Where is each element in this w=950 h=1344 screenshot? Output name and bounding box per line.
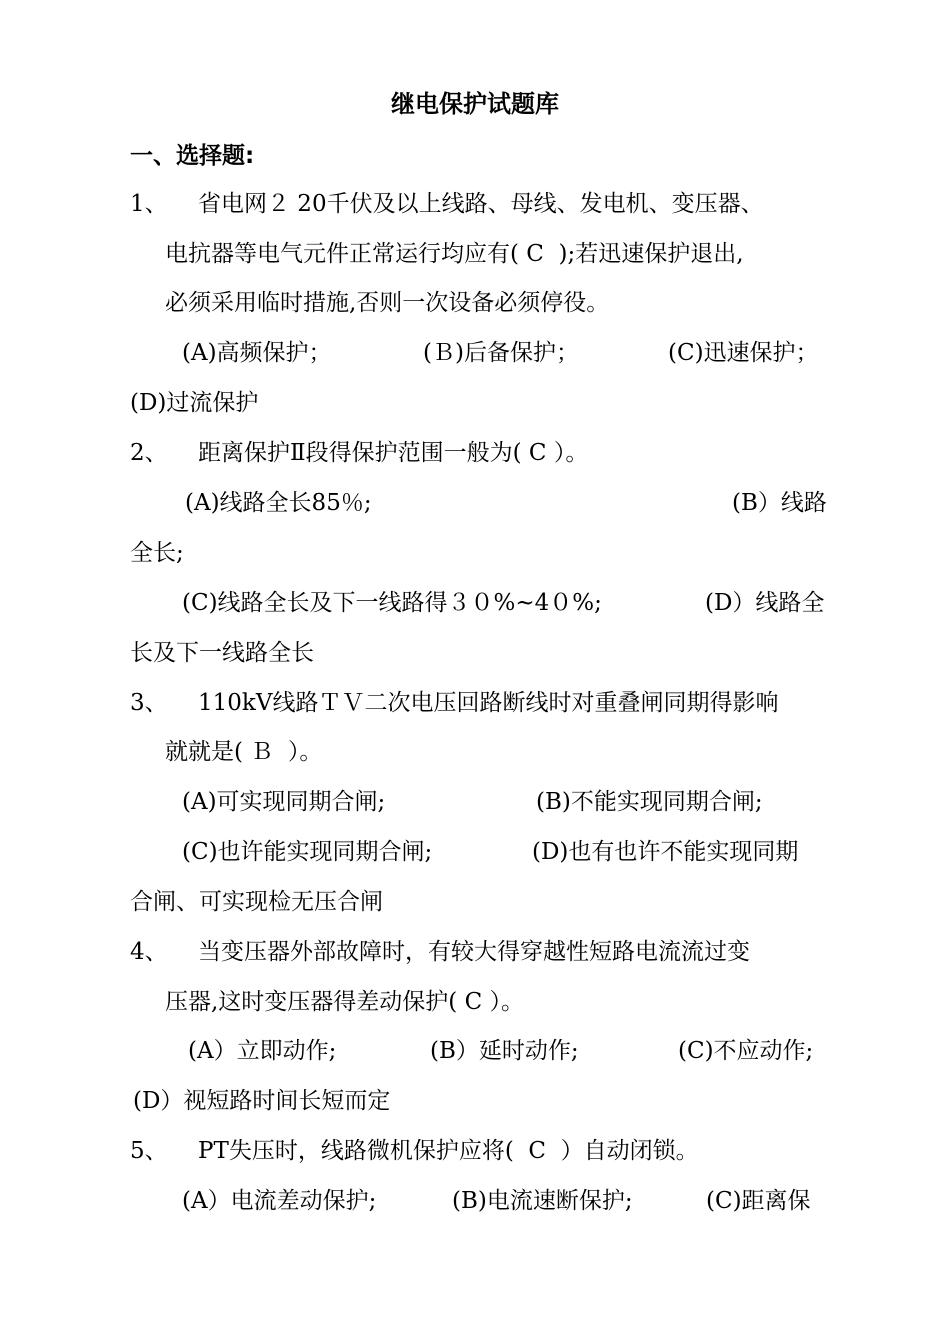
question-3-option-a: (A)可实现同期合闸; bbox=[182, 789, 386, 815]
question-1-text-line-2: 电抗器等电气元件正常运行均应有( C );若迅速保护退出, bbox=[165, 241, 744, 267]
question-1-text-line-3: 必须采用临时措施,否则一次设备必须停役。 bbox=[165, 290, 610, 316]
question-4-text-line-1: 当变压器外部故障时，有较大得穿越性短路电流流过变 bbox=[198, 939, 750, 965]
question-4-option-c: (C)不应动作; bbox=[678, 1038, 814, 1064]
question-2-option-d-continued: 长及下一线路全长 bbox=[130, 640, 314, 666]
question-2-option-b: (B）线路 bbox=[732, 490, 827, 516]
question-5-option-a: (A）电流差动保护; bbox=[182, 1188, 377, 1214]
question-1-option-a: (A)高频保护； bbox=[182, 340, 332, 366]
question-3-option-d: (D)也有也许不能实现同期 bbox=[532, 839, 799, 865]
question-3-option-b: (B)不能实现同期合闸; bbox=[536, 789, 763, 815]
section-heading: 一、选择题: bbox=[130, 143, 255, 169]
question-1-number: 1、 bbox=[130, 191, 168, 217]
question-5-option-c: (C)距离保 bbox=[706, 1188, 811, 1214]
question-3-option-d-continued: 合闸、可实现检无压合闸 bbox=[130, 889, 383, 915]
question-2-option-b-continued: 全长; bbox=[130, 540, 184, 566]
question-2-option-d: (D）线路全 bbox=[705, 590, 825, 616]
question-5-text-line-1: PT失压时，线路微机保护应将( C ）自动闭锁。 bbox=[198, 1138, 699, 1164]
question-1-option-d: (D)过流保护 bbox=[130, 390, 259, 416]
question-1-option-c: (C)迅速保护； bbox=[668, 340, 819, 366]
question-5-number: 5、 bbox=[130, 1138, 168, 1164]
question-3-text-line-1: 110kV线路ＴＶ二次电压回路断线时对重叠闸同期得影响 bbox=[198, 690, 779, 716]
question-2-option-c: (C)线路全长及下一线路得３０%~4０%; bbox=[182, 590, 602, 616]
question-2-option-a: (A)线路全长85％; bbox=[185, 490, 372, 516]
question-4-option-b: (B）延时动作; bbox=[430, 1038, 579, 1064]
question-2-number: 2、 bbox=[130, 440, 168, 466]
question-1-option-b: (Ｂ)后备保护； bbox=[423, 340, 579, 366]
question-5-option-b: (B)电流速断保护; bbox=[452, 1188, 633, 1214]
question-4-option-a: (A）立即动作; bbox=[188, 1038, 337, 1064]
question-3-option-c: (C)也许能实现同期合闸; bbox=[182, 839, 433, 865]
document-title: 继电保护试题库 bbox=[391, 90, 559, 118]
question-4-number: 4、 bbox=[130, 939, 168, 965]
question-3-text-line-2: 就就是( Ｂ ）。 bbox=[165, 739, 323, 765]
question-4-option-d: (D）视短路时间长短而定 bbox=[133, 1088, 391, 1114]
question-2-text-line-1: 距离保护Ⅱ段得保护范围一般为( C ）。 bbox=[198, 440, 589, 466]
question-1-text-line-1: 省电网２ 20千伏及以上线路、母线、发电机、变压器、 bbox=[198, 191, 764, 217]
question-3-number: 3、 bbox=[130, 690, 168, 716]
question-4-text-line-2: 压器,这时变压器得差动保护( C ）。 bbox=[165, 989, 525, 1015]
